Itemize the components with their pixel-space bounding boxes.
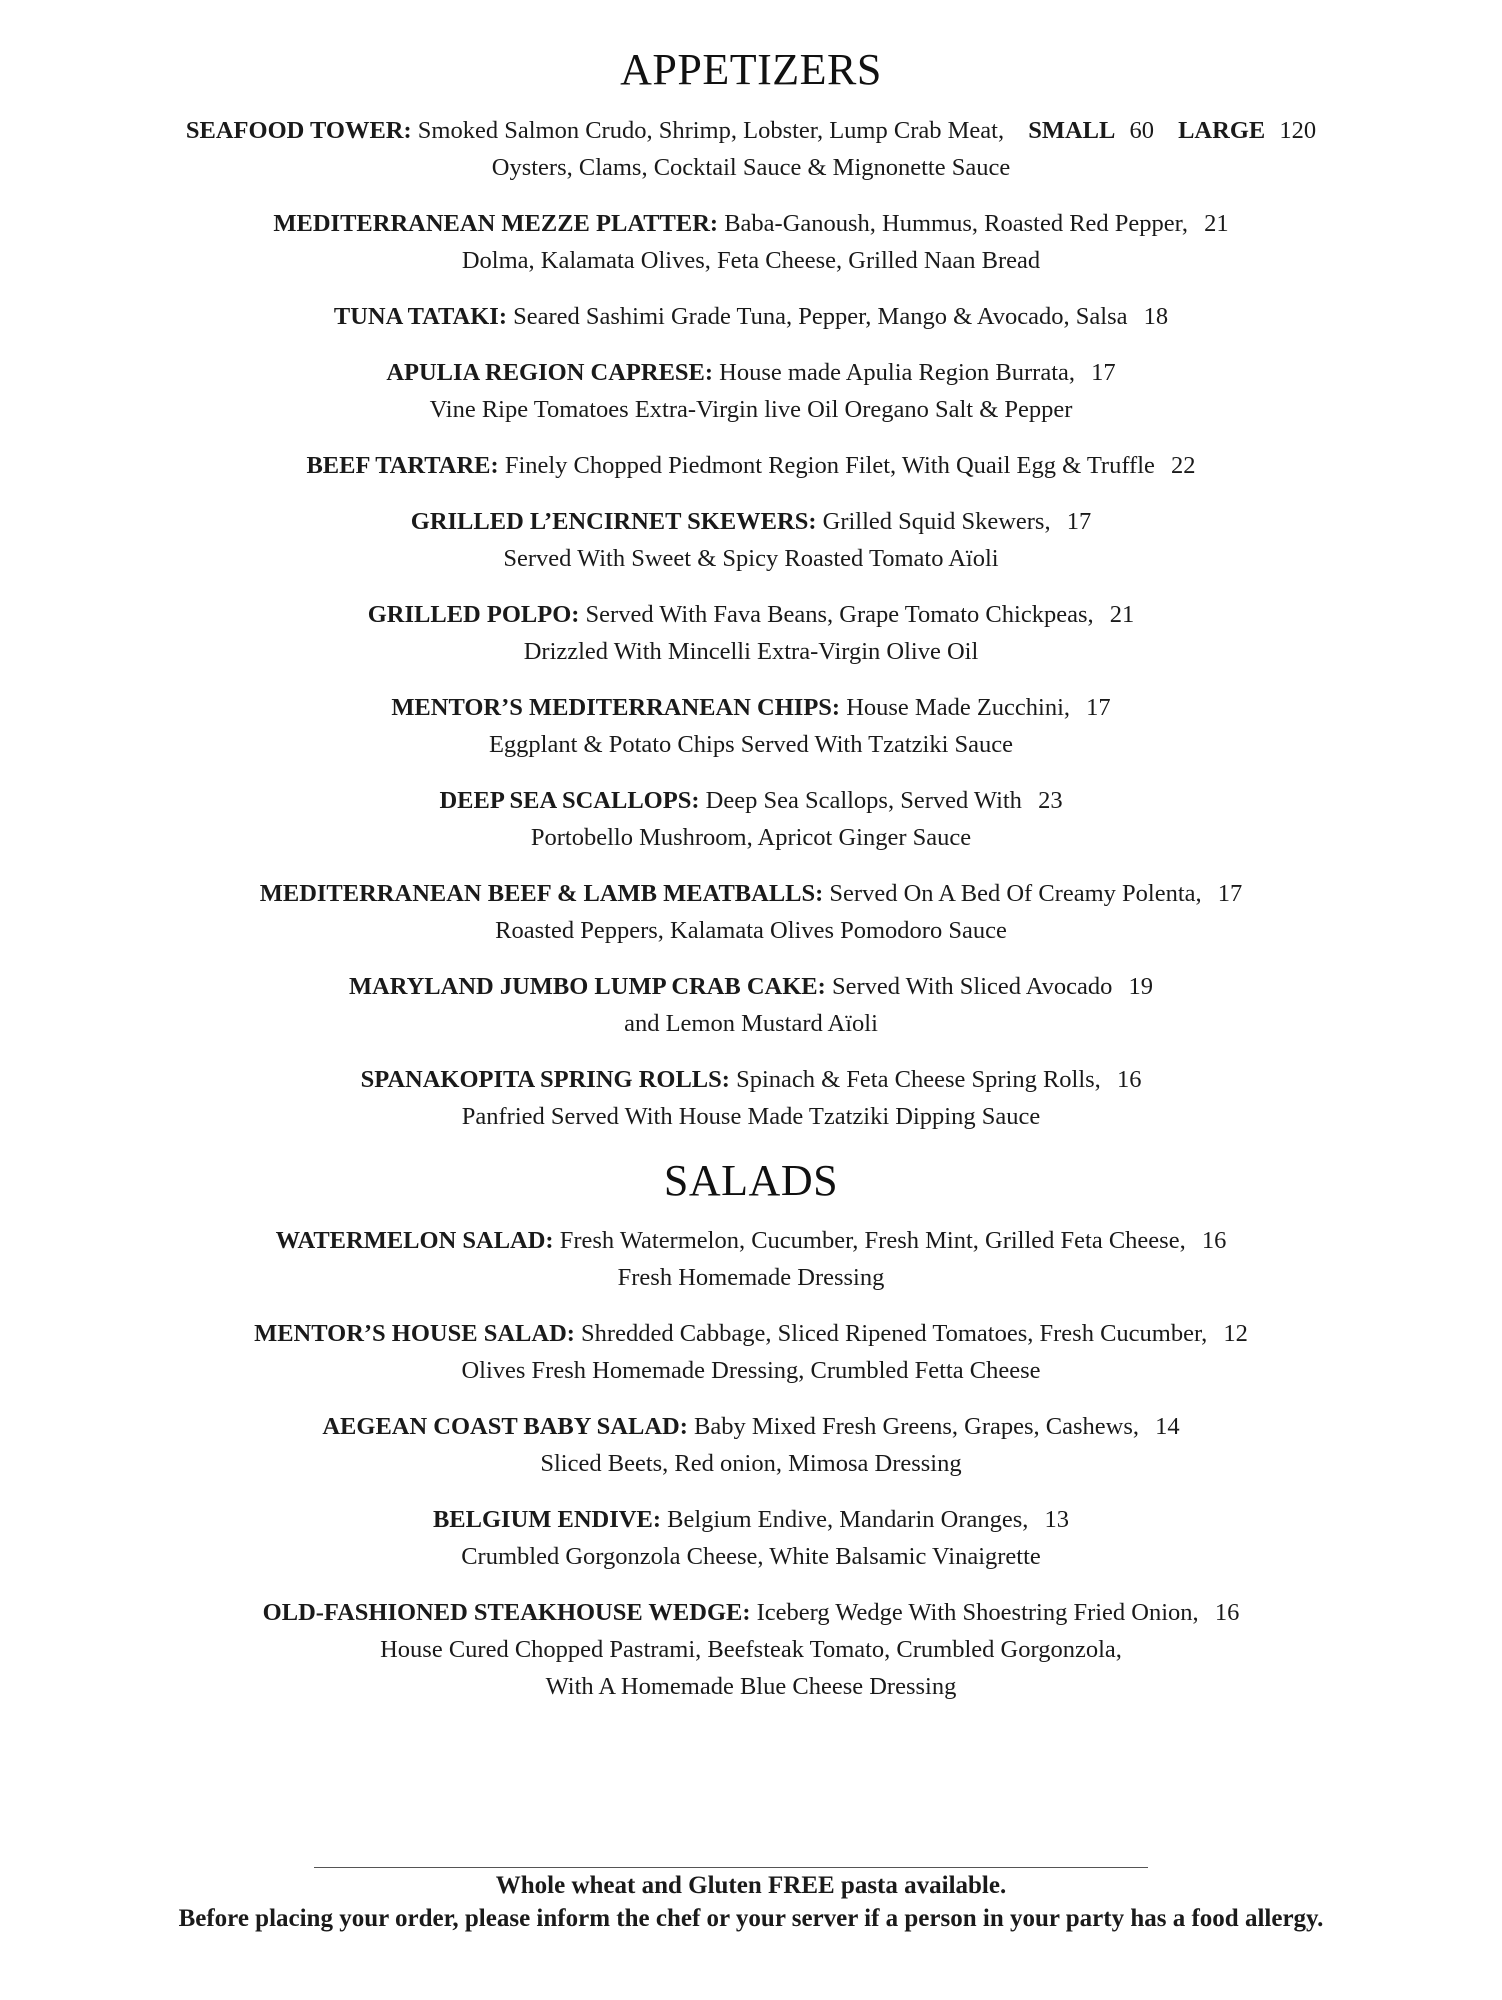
- footer-divider: [314, 1867, 1148, 1868]
- item-description: Smoked Salmon Crudo, Shrimp, Lobster, Lump Crab Meat,: [417, 117, 1005, 144]
- item-description-line3: With A Homemade Blue Cheese Dressing: [545, 1673, 957, 1700]
- item-price: 17: [1091, 359, 1116, 386]
- footer-pasta-note: Whole wheat and Gluten FREE pasta available.: [495, 1872, 1007, 1899]
- item-description-line2: Olives Fresh Homemade Dressing, Crumbled Fetta Cheese: [461, 1357, 1041, 1384]
- item-description: Spinach & Feta Cheese Spring Rolls,: [736, 1066, 1101, 1093]
- item-description-line2: Crumbled Gorgonzola Cheese, White Balsamic Vinaigrette: [461, 1543, 1041, 1570]
- item-description: Served With Sliced Avocado: [831, 973, 1113, 1000]
- item-name: SPANAKOPITA SPRING ROLLS:: [360, 1066, 730, 1093]
- size-label-large: LARGE: [1178, 117, 1266, 144]
- menu-item-mezze-platter: [0, 205, 1502, 279]
- menu-item-grilled-polpo: [0, 596, 1502, 670]
- item-name: DEEP SEA SCALLOPS:: [439, 787, 700, 814]
- item-name: MEDITERRANEAN BEEF & LAMB MEATBALLS:: [259, 880, 824, 907]
- salads-heading: SALADS: [663, 1156, 839, 1205]
- item-description-line2: and Lemon Mustard Aïoli: [624, 1010, 878, 1037]
- item-description: Fresh Watermelon, Cucumber, Fresh Mint, Grilled Feta Cheese,: [559, 1227, 1186, 1254]
- item-price: 13: [1044, 1506, 1070, 1533]
- item-description: Baba-Ganoush, Hummus, Roasted Red Pepper,: [724, 210, 1188, 237]
- item-name: OLD-FASHIONED STEAKHOUSE WEDGE:: [262, 1599, 751, 1626]
- item-price: 23: [1038, 787, 1063, 814]
- item-price: 14: [1155, 1413, 1180, 1440]
- item-description-line2: Served With Sweet & Spicy Roasted Tomato Aïoli: [503, 545, 999, 572]
- item-description: Iceberg Wedge With Shoestring Fried Onion,: [756, 1599, 1199, 1626]
- item-name: BELGIUM ENDIVE:: [432, 1506, 661, 1533]
- item-description-line2: Dolma, Kalamata Olives, Feta Cheese, Grilled Naan Bread: [461, 247, 1041, 274]
- item-price: 21: [1204, 210, 1229, 237]
- item-description: House Made Zucchini,: [846, 694, 1071, 721]
- menu-item-meatballs: [0, 875, 1502, 949]
- item-description-line2: Vine Ripe Tomatoes Extra-Virgin live Oil Oregano Salt & Pepper: [429, 396, 1073, 423]
- item-description-line2: Drizzled With Mincelli Extra-Virgin Olive Oil: [523, 638, 979, 665]
- item-name: TUNA TATAKI:: [333, 303, 507, 330]
- item-description: Seared Sashimi Grade Tuna, Pepper, Mango & Avocado, Salsa: [513, 303, 1128, 330]
- menu-item-beef-tartare: [0, 447, 1502, 484]
- menu-item-deep-sea-scallops: [0, 782, 1502, 856]
- item-description-line2: Eggplant & Potato Chips Served With Tzatziki Sauce: [488, 731, 1014, 758]
- menu-item-watermelon-salad: [0, 1222, 1502, 1296]
- item-name: GRILLED L’ENCIRNET SKEWERS:: [410, 508, 817, 535]
- item-name: GRILLED POLPO:: [367, 601, 580, 628]
- item-description-line2: Roasted Peppers, Kalamata Olives Pomodoro Sauce: [495, 917, 1007, 944]
- item-price: 16: [1214, 1599, 1240, 1626]
- item-price: 18: [1143, 303, 1169, 330]
- menu-item-squid-skewers: [0, 503, 1502, 577]
- appetizers-heading: APPETIZERS: [620, 45, 882, 94]
- menu-item-spring-rolls: [0, 1061, 1502, 1135]
- item-name: MEDITERRANEAN MEZZE PLATTER:: [273, 210, 719, 237]
- item-price: 16: [1201, 1227, 1227, 1254]
- item-price: 21: [1109, 601, 1135, 628]
- item-description: Served With Fava Beans, Grape Tomato Chickpeas,: [585, 601, 1094, 628]
- menu-item-steakhouse-wedge: [0, 1594, 1502, 1705]
- menu-item-caprese: [0, 354, 1502, 428]
- item-description-line2: Oysters, Clams, Cocktail Sauce & Mignonette Sauce: [491, 154, 1011, 181]
- item-description: Grilled Squid Skewers,: [822, 508, 1051, 535]
- item-name: AEGEAN COAST BABY SALAD:: [322, 1413, 688, 1440]
- footer-allergy-note: Before placing your order, please inform the chef or your server if a person in your party has a food allergy.: [178, 1905, 1324, 1932]
- item-description-line2: Sliced Beets, Red onion, Mimosa Dressing: [540, 1450, 962, 1477]
- item-price: 17: [1066, 508, 1092, 535]
- menu-item-house-salad: [0, 1315, 1502, 1389]
- item-price: 22: [1171, 452, 1196, 479]
- item-description: Finely Chopped Piedmont Region Filet, With Quail Egg & Truffle: [504, 452, 1155, 479]
- size-label-small: SMALL: [1028, 117, 1116, 144]
- item-name: MENTOR’S MEDITERRANEAN CHIPS:: [391, 694, 841, 721]
- menu-item-belgium-endive: [0, 1501, 1502, 1575]
- item-description-line2: Fresh Homemade Dressing: [617, 1264, 885, 1291]
- menu-item-mediterranean-chips: [0, 689, 1502, 763]
- item-description: Baby Mixed Fresh Greens, Grapes, Cashews,: [694, 1413, 1140, 1440]
- item-name: APULIA REGION CAPRESE:: [386, 359, 714, 386]
- item-price-large: 120: [1279, 117, 1317, 144]
- item-description: House made Apulia Region Burrata,: [719, 359, 1076, 386]
- item-name: BEEF TARTARE:: [306, 452, 499, 479]
- item-description-line2: Portobello Mushroom, Apricot Ginger Sauce: [530, 824, 972, 851]
- menu-item-seafood-tower: [0, 112, 1502, 186]
- menu-item-aegean-salad: [0, 1408, 1502, 1482]
- item-description: Belgium Endive, Mandarin Oranges,: [667, 1506, 1029, 1533]
- item-name: MENTOR’S HOUSE SALAD:: [254, 1320, 575, 1347]
- item-price: 17: [1217, 880, 1243, 907]
- item-description-line2: Panfried Served With House Made Tzatziki Dipping Sauce: [461, 1103, 1041, 1130]
- item-price: 12: [1223, 1320, 1248, 1347]
- item-price: 17: [1086, 694, 1111, 721]
- item-price: 19: [1128, 973, 1154, 1000]
- item-name: WATERMELON SALAD:: [275, 1227, 554, 1254]
- item-description-line2: House Cured Chopped Pastrami, Beefsteak Tomato, Crumbled Gorgonzola,: [380, 1636, 1122, 1663]
- item-description: Deep Sea Scallops, Served With: [705, 787, 1022, 814]
- item-price: 16: [1116, 1066, 1142, 1093]
- menu-item-crab-cake: [0, 968, 1502, 1042]
- item-name: MARYLAND JUMBO LUMP CRAB CAKE:: [348, 973, 826, 1000]
- item-description: Served On A Bed Of Creamy Polenta,: [829, 880, 1202, 907]
- menu-item-tuna-tataki: [0, 298, 1502, 335]
- item-description: Shredded Cabbage, Sliced Ripened Tomatoes, Fresh Cucumber,: [581, 1320, 1208, 1347]
- item-name: SEAFOOD TOWER:: [185, 117, 412, 144]
- item-price-small: 60: [1129, 117, 1154, 144]
